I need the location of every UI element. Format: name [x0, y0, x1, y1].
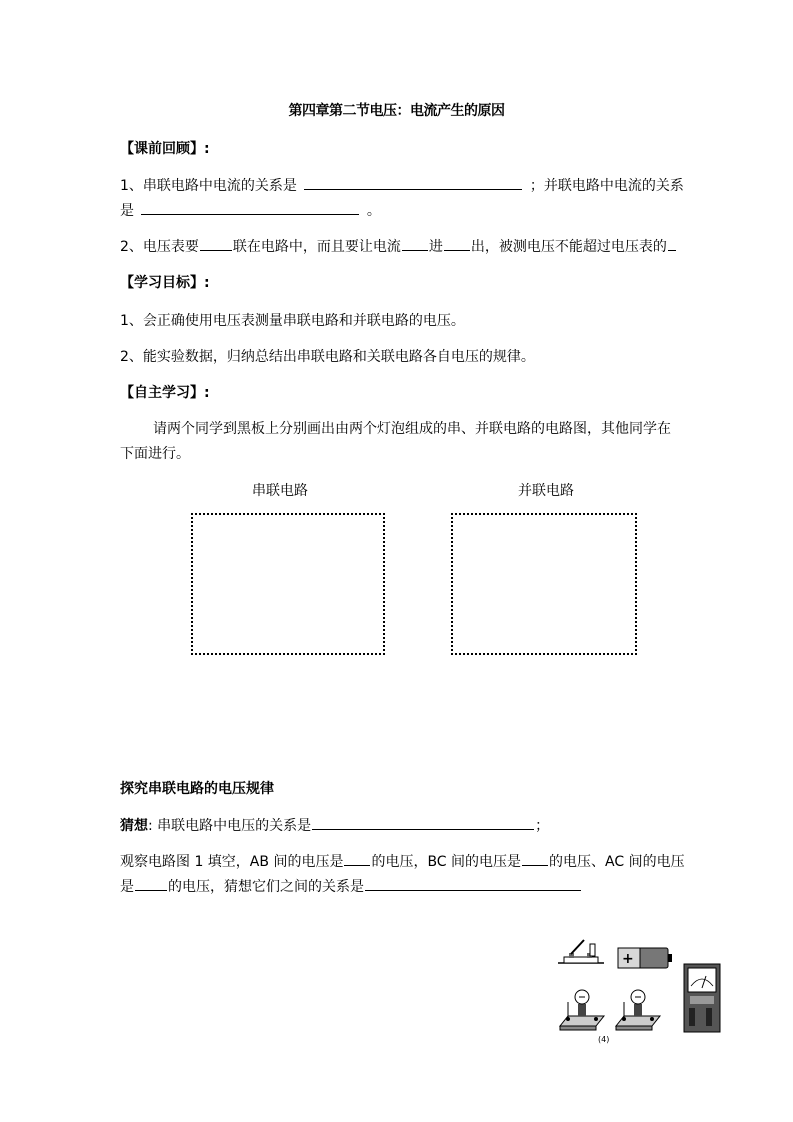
parallel-circuit-drawing-box[interactable]	[451, 513, 637, 655]
observation-text-d: 是	[120, 879, 134, 895]
answer-blank[interactable]	[365, 889, 581, 891]
review-q2-text-d: 出，被测电压不能超过电压表的	[470, 239, 667, 255]
page-title: 第四章第二节电压：电流产生的原因	[288, 103, 505, 119]
series-circuit-label: 串联电路	[252, 483, 308, 499]
series-circuit-drawing-box[interactable]	[191, 513, 385, 655]
voltmeter-icon	[684, 964, 720, 1032]
figure-caption: (4)	[598, 1035, 610, 1044]
answer-blank[interactable]	[304, 188, 522, 190]
review-q2-text-a: 2、电压表要	[120, 239, 199, 255]
observation-text-b: 的电压，BC 间的电压是	[371, 854, 522, 870]
guess-line	[120, 815, 549, 835]
observation-line-2	[120, 876, 582, 896]
review-q2-text-c: 进	[428, 239, 443, 255]
answer-blank[interactable]	[200, 249, 232, 251]
goal-item-2: 2、能实验数据，归纳总结出串联电路和关联电路各自电压的规律。	[120, 349, 535, 365]
self-study-paragraph-line-2: 下面进行。	[120, 446, 190, 462]
answer-blank[interactable]	[522, 864, 548, 866]
switch-icon	[558, 940, 604, 963]
battery-icon	[618, 948, 672, 968]
answer-blank[interactable]	[141, 213, 359, 215]
goals-heading: 【学习目标】:	[120, 275, 210, 291]
answer-blank[interactable]	[135, 889, 167, 891]
guess-label: 猜想	[120, 818, 148, 834]
review-q1-text-a: 1、串联电路中电流的关系是	[120, 178, 297, 194]
review-q1-text-d: 。	[366, 203, 381, 219]
bulb-holder-2-icon	[616, 990, 660, 1030]
review-question-1-line-1	[120, 175, 684, 195]
observation-text-c: 的电压、AC 间的电压	[549, 854, 685, 870]
review-q1-text-b: ；并联电路中电流的关系	[529, 178, 684, 194]
guess-end: ；	[535, 818, 550, 834]
observation-line-1	[120, 851, 685, 871]
review-question-2	[120, 236, 676, 256]
answer-blank[interactable]	[402, 249, 428, 251]
guess-text: : 串联电路中电压的关系是	[148, 818, 312, 834]
answer-blank[interactable]	[444, 249, 470, 251]
parallel-circuit-label: 并联电路	[518, 483, 574, 499]
goal-item-1: 1、会正确使用电压表测量串联电路和并联电路的电压。	[120, 313, 465, 329]
answer-blank[interactable]	[344, 864, 370, 866]
self-study-heading: 【自主学习】:	[120, 385, 210, 401]
review-heading: 【课前回顾】:	[120, 141, 210, 157]
apparatus-figure	[556, 936, 726, 1046]
answer-blank[interactable]	[312, 828, 534, 830]
review-q2-text-b: 联在电路中，而且要让电流	[232, 239, 401, 255]
self-study-paragraph-line-1: 请两个同学到黑板上分别画出由两个灯泡组成的串、并联电路的电路图，其他同学在	[153, 421, 671, 437]
review-question-1-line-2	[120, 200, 381, 220]
observation-text-a: 观察电路图 1 填空，AB 间的电压是	[120, 854, 344, 870]
review-q1-text-c: 是	[120, 203, 134, 219]
explore-heading: 探究串联电路的电压规律	[120, 781, 274, 797]
bulb-holder-1-icon	[560, 990, 604, 1030]
observation-text-e: 的电压，猜想它们之间的关系是	[168, 879, 364, 895]
answer-blank[interactable]	[668, 249, 676, 251]
battery-plus-sign: +	[622, 951, 634, 967]
